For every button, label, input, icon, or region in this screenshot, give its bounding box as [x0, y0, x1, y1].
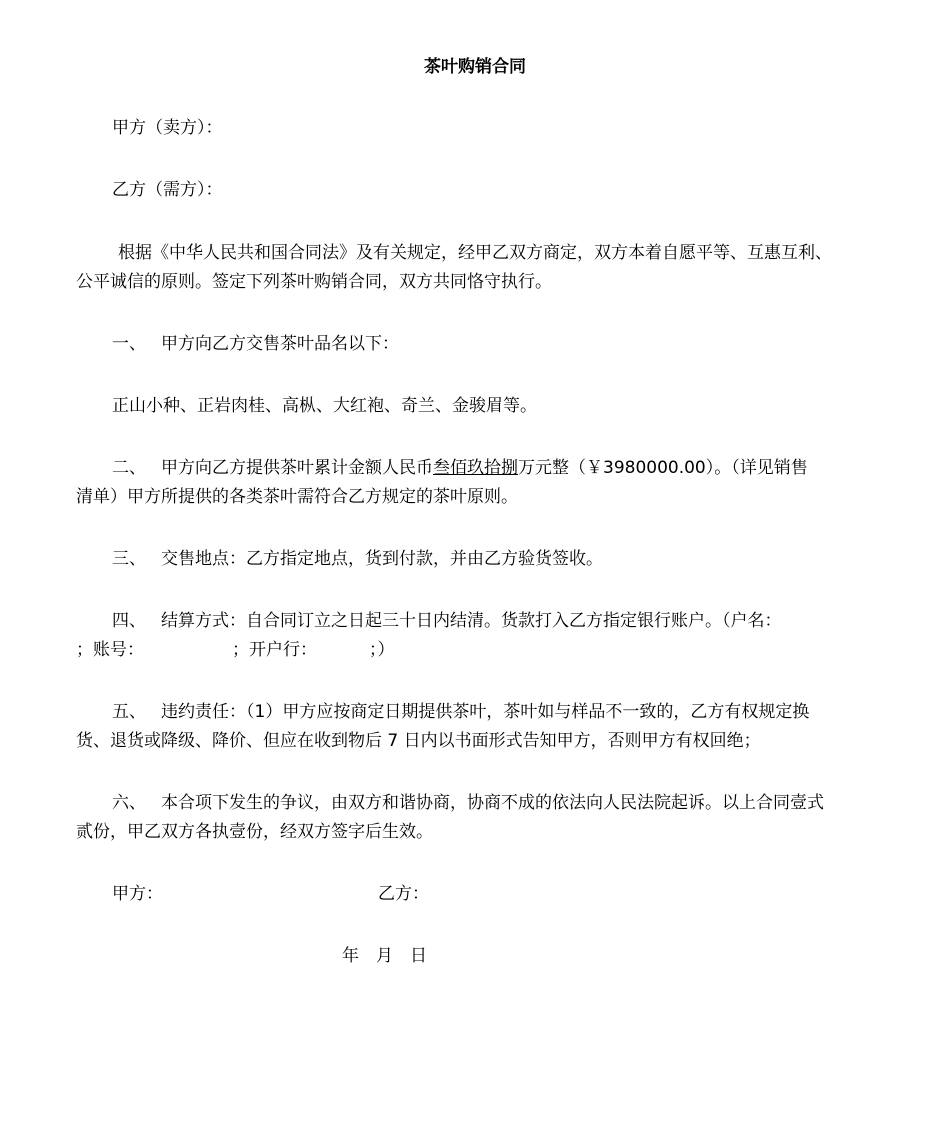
clause-text-line-2: 贰份，甲乙双方各执壹份，经双方签字后生效。 [76, 822, 433, 842]
party-a-line [76, 114, 876, 143]
products-line [76, 392, 876, 421]
intro-text-2: 公平诚信的原则。签定下列茶叶购销合同，双方共同恪守执行。 [76, 272, 552, 292]
clause-text-line-2: 货、退货或降级、降价、但应在收到物后 7 日内以书面形式告知甲方，否则甲方有权回绝； [76, 731, 761, 751]
party-b-label: 乙方（需方）： [112, 180, 223, 200]
clause-number: 四、 [112, 611, 146, 631]
amount-in-words: 叁佰玖拾捌 [433, 458, 518, 478]
clause-text-line-2: 清单）甲方所提供的各类茶叶需符合乙方规定的茶叶原则。 [76, 487, 518, 507]
signature-party-a: 甲方： [112, 884, 163, 904]
clause-5-continued [76, 727, 876, 756]
clause-2 [76, 454, 876, 483]
closing-paren: ；） [369, 640, 395, 660]
clause-5 [76, 698, 876, 727]
clause-6 [76, 789, 876, 818]
clause-text: 甲方向乙方提供茶叶累计金额人民币 [161, 458, 433, 478]
clause-text: 违约责任：（1）甲方应按商定日期提供茶叶，茶叶如与样品不一致的，乙方有权规定换 [161, 702, 810, 722]
products-list: 正山小种、正岩肉桂、高枞、大红袍、奇兰、金骏眉等。 [112, 396, 537, 416]
date-line [342, 942, 642, 971]
intro-text-1: 根据《中华人民共和国合同法》及有关规定，经甲乙双方商定，双方本着自愿平等、互惠互利、 [118, 243, 832, 263]
clause-1 [76, 330, 876, 359]
clause-text: 本合项下发生的争议，由双方和谐协商，协商不成的依法向人民法院起诉。以上合同壹式 [161, 793, 824, 813]
clause-number: 三、 [112, 549, 146, 569]
account-label: ；账号： [76, 640, 144, 660]
signature-party-b: 乙方： [378, 884, 429, 904]
intro-line-2 [76, 268, 876, 297]
party-a-label: 甲方（卖方）： [112, 118, 223, 138]
bank-label: ；开户行： [232, 640, 317, 660]
party-b-line [76, 176, 876, 205]
clause-number: 一、 [112, 334, 146, 354]
clause-number: 六、 [112, 793, 146, 813]
signature-date: 年 月 日 [342, 946, 427, 966]
clause-4-continued [76, 636, 876, 665]
signature-line [76, 880, 876, 909]
clause-text: 交售地点：乙方指定地点，货到付款，并由乙方验货签收。 [161, 549, 603, 569]
clause-number: 二、 [112, 458, 146, 478]
clause-6-continued [76, 818, 876, 847]
clause-number: 五、 [112, 702, 146, 722]
clause-4 [76, 607, 876, 636]
document-title: 茶叶购销合同 [424, 57, 526, 77]
clause-text: 甲方向乙方交售茶叶品名以下： [161, 334, 399, 354]
clause-text: 结算方式：自合同订立之日起三十日内结清。货款打入乙方指定银行账户。（户名： [161, 611, 782, 631]
clause-text-after: 万元整（￥3980000.00）。（详见销售 [518, 458, 808, 478]
intro-line-1 [76, 239, 876, 268]
clause-3 [76, 545, 876, 574]
clause-2-continued [76, 483, 876, 512]
